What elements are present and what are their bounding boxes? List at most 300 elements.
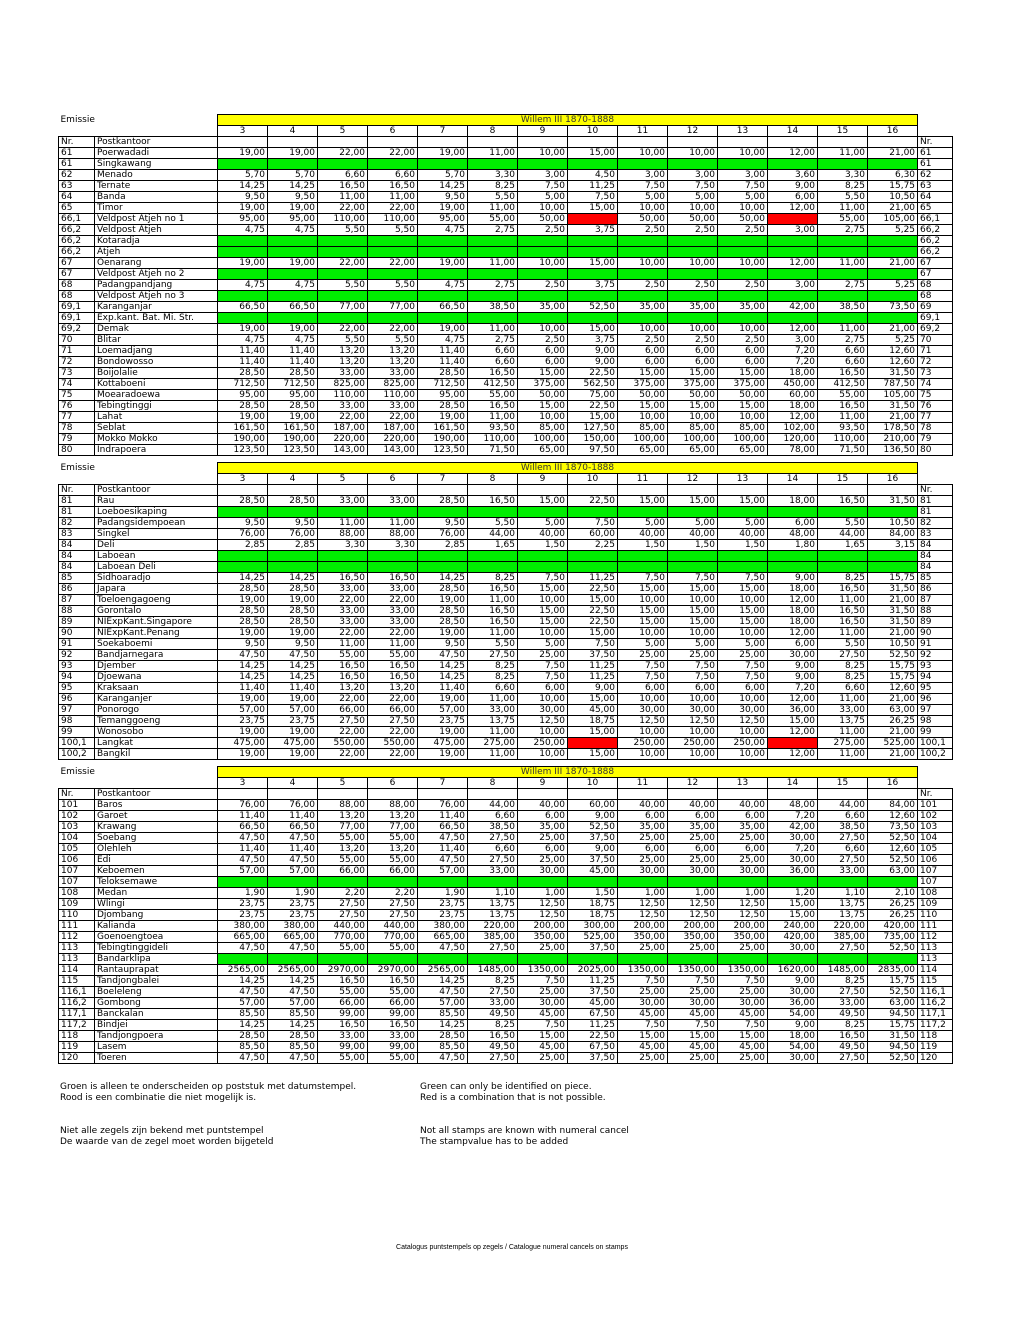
- price-cell: 2,75: [818, 335, 868, 346]
- column-number: 15: [818, 474, 868, 485]
- green-cell: [318, 551, 368, 562]
- price-cell: 47,50: [268, 650, 318, 661]
- price-cell: 110,00: [318, 390, 368, 401]
- post-office-name: Toeren: [95, 1053, 218, 1064]
- price-cell: 12,50: [518, 910, 568, 921]
- table-row: [59, 390, 953, 401]
- empty-cell: [668, 137, 718, 148]
- price-cell: 1,00: [518, 888, 568, 899]
- price-cell: 30,00: [768, 650, 818, 661]
- price-cell: 15,75: [868, 1020, 918, 1031]
- price-cell: 25,00: [618, 833, 668, 844]
- price-cell: 31,50: [868, 617, 918, 628]
- green-cell: [718, 269, 768, 280]
- price-cell: 47,50: [268, 987, 318, 998]
- column-number: 9: [518, 474, 568, 485]
- row-number: 71: [59, 346, 95, 357]
- row-number-right: 81: [918, 507, 953, 518]
- price-cell: 33,00: [318, 401, 368, 412]
- price-table-3: [58, 766, 953, 1064]
- price-cell: 6,30: [868, 170, 918, 181]
- price-cell: 33,00: [318, 617, 368, 628]
- empty-cell: [818, 137, 868, 148]
- price-cell: 40,00: [668, 800, 718, 811]
- price-cell: 67,50: [568, 1009, 618, 1020]
- column-number: 10: [568, 778, 618, 789]
- price-cell: 99,00: [368, 1042, 418, 1053]
- table-row: [59, 302, 953, 313]
- price-cell: 30,00: [718, 866, 768, 877]
- row-number-right: 68: [918, 280, 953, 291]
- row-number: 93: [59, 661, 95, 672]
- table-row: [59, 346, 953, 357]
- price-cell: 450,00: [768, 379, 818, 390]
- row-number: 85: [59, 573, 95, 584]
- price-cell: 57,00: [268, 866, 318, 877]
- price-cell: 45,00: [518, 1009, 568, 1020]
- price-cell: 60,00: [568, 529, 618, 540]
- price-cell: 84,00: [868, 800, 918, 811]
- green-cell: [268, 236, 318, 247]
- price-cell: 6,00: [718, 346, 768, 357]
- row-number-right: 69: [918, 302, 953, 313]
- price-cell: 16,50: [468, 617, 518, 628]
- price-cell: 187,00: [318, 423, 368, 434]
- green-cell: [818, 562, 868, 573]
- price-cell: 105,00: [868, 390, 918, 401]
- row-number-right: 66,2: [918, 225, 953, 236]
- price-cell: 12,50: [618, 910, 668, 921]
- price-cell: 94,50: [868, 1009, 918, 1020]
- price-cell: 22,00: [318, 258, 368, 269]
- price-cell: 13,75: [468, 910, 518, 921]
- post-office-name: Banda: [95, 192, 218, 203]
- table-row: [59, 236, 953, 247]
- price-cell: 12,60: [868, 346, 918, 357]
- price-cell: 5,50: [368, 225, 418, 236]
- row-number: 115: [59, 976, 95, 987]
- row-number-right: 84: [918, 562, 953, 573]
- row-number: 81: [59, 507, 95, 518]
- price-cell: 21,00: [868, 727, 918, 738]
- price-cell: 22,00: [368, 628, 418, 639]
- price-cell: 19,00: [418, 258, 468, 269]
- price-cell: 50,00: [518, 390, 568, 401]
- green-cell: [618, 247, 668, 258]
- price-cell: 6,60: [468, 357, 518, 368]
- green-cell: [768, 247, 818, 258]
- price-cell: 7,50: [518, 181, 568, 192]
- issue-title: Willem III 1870-1888: [218, 767, 918, 778]
- empty-cell: [818, 485, 868, 496]
- price-cell: 22,50: [568, 496, 618, 507]
- price-cell: 15,00: [518, 606, 568, 617]
- price-cell: 88,00: [368, 800, 418, 811]
- price-cell: 19,00: [418, 203, 468, 214]
- row-number-right: 100,2: [918, 749, 953, 760]
- price-cell: 19,00: [418, 595, 468, 606]
- price-cell: 11,40: [418, 357, 468, 368]
- price-cell: 57,00: [418, 998, 468, 1009]
- row-number: 112: [59, 932, 95, 943]
- row-number-right: 87: [918, 595, 953, 606]
- row-number-right: 85: [918, 573, 953, 584]
- price-cell: 7,50: [668, 672, 718, 683]
- price-cell: 15,75: [868, 181, 918, 192]
- price-cell: 49,50: [468, 1009, 518, 1020]
- price-cell: 12,50: [668, 899, 718, 910]
- price-cell: 25,00: [518, 650, 568, 661]
- price-cell: 63,00: [868, 866, 918, 877]
- price-cell: 6,00: [718, 357, 768, 368]
- header-postkantoor: Postkantoor: [95, 137, 218, 148]
- row-number: 107: [59, 866, 95, 877]
- price-cell: 4,75: [268, 335, 318, 346]
- price-cell: 35,00: [618, 822, 668, 833]
- price-cell: 1,50: [668, 540, 718, 551]
- column-number: 12: [668, 474, 718, 485]
- row-number: 69,2: [59, 324, 95, 335]
- post-office-name: Loemadjang: [95, 346, 218, 357]
- table-row: [59, 639, 953, 650]
- green-cell: [868, 507, 918, 518]
- table-row: [59, 573, 953, 584]
- green-cell: [418, 954, 468, 965]
- green-cell: [518, 562, 568, 573]
- price-cell: 40,00: [518, 529, 568, 540]
- price-cell: 15,00: [568, 203, 618, 214]
- column-number: 13: [718, 474, 768, 485]
- row-number-right: 110: [918, 910, 953, 921]
- price-cell: 10,00: [668, 324, 718, 335]
- price-cell: 30,00: [618, 998, 668, 1009]
- price-cell: 52,50: [868, 1053, 918, 1064]
- price-cell: 9,50: [268, 639, 318, 650]
- row-number-right: 107: [918, 866, 953, 877]
- emission-label: Emissie: [60, 115, 95, 125]
- price-cell: 13,20: [368, 844, 418, 855]
- price-cell: 40,00: [718, 800, 768, 811]
- price-cell: 28,50: [268, 496, 318, 507]
- price-cell: 5,50: [368, 280, 418, 291]
- price-cell: 33,00: [468, 705, 518, 716]
- row-number: 64: [59, 192, 95, 203]
- price-cell: 3,30: [468, 170, 518, 181]
- price-cell: 23,75: [268, 910, 318, 921]
- row-number-right: 89: [918, 617, 953, 628]
- price-cell: 10,00: [518, 148, 568, 159]
- green-cell: [268, 247, 318, 258]
- price-cell: 99,00: [318, 1009, 368, 1020]
- price-cell: 40,00: [618, 800, 668, 811]
- price-cell: 7,20: [768, 683, 818, 694]
- post-office-name: Singkel: [95, 529, 218, 540]
- price-cell: 48,00: [768, 529, 818, 540]
- price-cell: 11,00: [818, 203, 868, 214]
- green-cell: [818, 313, 868, 324]
- price-cell: 30,00: [768, 833, 818, 844]
- header-row: [59, 789, 953, 800]
- row-number: 99: [59, 727, 95, 738]
- price-cell: 66,50: [268, 822, 318, 833]
- header-nr: Nr.: [59, 485, 95, 496]
- table-row: [59, 965, 953, 976]
- price-cell: 33,00: [818, 866, 868, 877]
- price-cell: 15,00: [518, 584, 568, 595]
- price-cell: 143,00: [368, 445, 418, 456]
- price-cell: 57,00: [268, 998, 318, 1009]
- empty-cell: [768, 789, 818, 800]
- price-cell: 11,40: [218, 811, 268, 822]
- price-cell: 4,75: [268, 225, 318, 236]
- column-number: 7: [418, 126, 468, 137]
- price-cell: 11,40: [218, 357, 268, 368]
- price-cell: 6,60: [818, 811, 868, 822]
- price-cell: 12,00: [768, 258, 818, 269]
- table-row: [59, 910, 953, 921]
- price-cell: 25,00: [718, 987, 768, 998]
- price-cell: 102,00: [768, 423, 818, 434]
- price-cell: 18,75: [568, 716, 618, 727]
- table-row: [59, 866, 953, 877]
- price-cell: 10,00: [718, 628, 768, 639]
- price-cell: 35,00: [618, 302, 668, 313]
- price-cell: 11,00: [468, 628, 518, 639]
- price-cell: 6,00: [518, 346, 568, 357]
- green-cell: [518, 507, 568, 518]
- price-cell: 8,25: [818, 672, 868, 683]
- price-cell: 5,00: [668, 639, 718, 650]
- price-cell: 25,00: [718, 943, 768, 954]
- post-office-name: Indrapoera: [95, 445, 218, 456]
- price-cell: 85,50: [418, 1042, 468, 1053]
- post-office-name: Padangsidempoean: [95, 518, 218, 529]
- price-cell: 95,00: [218, 390, 268, 401]
- price-cell: 85,00: [668, 423, 718, 434]
- column-number-row: [59, 126, 953, 137]
- price-cell: 6,00: [518, 683, 568, 694]
- row-number-right: 67: [918, 269, 953, 280]
- post-office-name: Laboean Deli: [95, 562, 218, 573]
- table-row: [59, 661, 953, 672]
- price-cell: 50,00: [718, 390, 768, 401]
- price-cell: 23,75: [218, 910, 268, 921]
- green-cell: [318, 236, 368, 247]
- price-cell: 25,00: [618, 650, 668, 661]
- price-cell: 85,50: [218, 1009, 268, 1020]
- price-cell: 15,00: [568, 727, 618, 738]
- table-row: [59, 1009, 953, 1020]
- row-number: 83: [59, 529, 95, 540]
- price-cell: 550,00: [368, 738, 418, 749]
- row-number: 84: [59, 551, 95, 562]
- empty-cell: [668, 485, 718, 496]
- row-number-right: 104: [918, 833, 953, 844]
- price-cell: 15,00: [718, 368, 768, 379]
- price-cell: 85,50: [268, 1042, 318, 1053]
- row-number: 81: [59, 496, 95, 507]
- row-number: 73: [59, 368, 95, 379]
- price-cell: 220,00: [818, 921, 868, 932]
- price-cell: 47,50: [418, 943, 468, 954]
- row-number-right: 64: [918, 192, 953, 203]
- post-office-name: Padangpandjang: [95, 280, 218, 291]
- row-number: 90: [59, 628, 95, 639]
- price-cell: 11,00: [468, 203, 518, 214]
- price-cell: 14,25: [268, 573, 318, 584]
- price-cell: 38,50: [468, 822, 518, 833]
- table-row: [59, 976, 953, 987]
- price-cell: 12,00: [768, 595, 818, 606]
- price-cell: 9,00: [568, 357, 618, 368]
- price-cell: 55,00: [468, 214, 518, 225]
- green-cell: [468, 247, 518, 258]
- price-cell: 19,00: [418, 749, 468, 760]
- price-cell: 30,00: [518, 705, 568, 716]
- green-cell: [568, 507, 618, 518]
- price-cell: 3,00: [768, 335, 818, 346]
- table-row: [59, 170, 953, 181]
- price-cell: 15,00: [618, 496, 668, 507]
- price-cell: 66,00: [318, 705, 368, 716]
- price-cell: 33,00: [368, 368, 418, 379]
- column-number: 12: [668, 126, 718, 137]
- price-cell: 33,00: [318, 496, 368, 507]
- empty-cell: [618, 789, 668, 800]
- price-cell: 14,25: [218, 661, 268, 672]
- price-cell: 2565,00: [418, 965, 468, 976]
- row-number: 110: [59, 910, 95, 921]
- green-cell: [218, 159, 268, 170]
- price-cell: 11,00: [468, 595, 518, 606]
- price-cell: 9,50: [218, 518, 268, 529]
- post-office-name: Goenoengtoea: [95, 932, 218, 943]
- price-cell: 28,50: [218, 368, 268, 379]
- column-number: 10: [568, 474, 618, 485]
- table-row: [59, 954, 953, 965]
- price-cell: 40,00: [618, 529, 668, 540]
- price-cell: 9,00: [568, 844, 618, 855]
- red-cell: [768, 738, 818, 749]
- post-office-name: Timor: [95, 203, 218, 214]
- post-office-name: Gombong: [95, 998, 218, 1009]
- price-cell: 19,00: [268, 258, 318, 269]
- price-cell: 5,00: [668, 518, 718, 529]
- price-cell: 15,00: [668, 1031, 718, 1042]
- green-cell: [268, 507, 318, 518]
- price-cell: 21,00: [868, 412, 918, 423]
- price-cell: 55,00: [318, 650, 368, 661]
- price-cell: 9,50: [418, 518, 468, 529]
- price-cell: 21,00: [868, 694, 918, 705]
- price-cell: 6,00: [618, 357, 668, 368]
- green-cell: [768, 877, 818, 888]
- price-cell: 47,50: [268, 855, 318, 866]
- price-cell: 14,25: [218, 672, 268, 683]
- table-row: [59, 749, 953, 760]
- table-row: [59, 540, 953, 551]
- empty-cell: [868, 485, 918, 496]
- table-row: [59, 518, 953, 529]
- row-number: 100,2: [59, 749, 95, 760]
- green-cell: [468, 551, 518, 562]
- price-cell: 7,50: [618, 181, 668, 192]
- green-cell: [568, 269, 618, 280]
- row-number-right: 92: [918, 650, 953, 661]
- post-office-name: Oenarang: [95, 258, 218, 269]
- price-cell: 3,30: [318, 540, 368, 551]
- price-cell: 7,20: [768, 357, 818, 368]
- price-cell: 47,50: [218, 650, 268, 661]
- header-nr: Nr.: [59, 137, 95, 148]
- price-cell: 10,00: [518, 324, 568, 335]
- price-cell: 19,00: [218, 595, 268, 606]
- price-cell: 161,50: [218, 423, 268, 434]
- price-cell: 1,50: [568, 888, 618, 899]
- price-cell: 27,50: [818, 1053, 868, 1064]
- table-row: [59, 225, 953, 236]
- price-cell: 2,75: [818, 280, 868, 291]
- price-cell: 11,40: [218, 683, 268, 694]
- post-office-name: Bangkil: [95, 749, 218, 760]
- price-cell: 4,75: [218, 225, 268, 236]
- price-cell: 13,75: [468, 716, 518, 727]
- column-number: 9: [518, 126, 568, 137]
- price-cell: 10,50: [868, 639, 918, 650]
- price-cell: 3,75: [568, 335, 618, 346]
- table-row: [59, 716, 953, 727]
- table-row: [59, 987, 953, 998]
- post-office-name: Laboean: [95, 551, 218, 562]
- green-cell: [468, 877, 518, 888]
- price-cell: 28,50: [418, 368, 468, 379]
- green-cell: [718, 159, 768, 170]
- price-cell: 22,50: [568, 606, 618, 617]
- price-cell: 300,00: [568, 921, 618, 932]
- price-cell: 12,50: [618, 716, 668, 727]
- price-cell: 2,20: [368, 888, 418, 899]
- post-office-name: Bandarklipa: [95, 954, 218, 965]
- issue-title: Willem III 1870-1888: [218, 463, 918, 474]
- price-cell: 2,50: [518, 280, 568, 291]
- green-cell: [818, 877, 868, 888]
- price-cell: 55,00: [368, 943, 418, 954]
- price-cell: 11,00: [368, 518, 418, 529]
- green-cell: [668, 551, 718, 562]
- price-cell: 25,00: [668, 833, 718, 844]
- price-cell: 28,50: [418, 584, 468, 595]
- spacer: [918, 126, 953, 137]
- price-cell: 6,60: [818, 844, 868, 855]
- price-cell: 6,00: [768, 639, 818, 650]
- price-cell: 30,00: [768, 943, 818, 954]
- column-number: 11: [618, 474, 668, 485]
- price-cell: 14,25: [268, 181, 318, 192]
- price-cell: 1350,00: [618, 965, 668, 976]
- row-number-right: 80: [918, 445, 953, 456]
- price-cell: 7,50: [518, 672, 568, 683]
- price-cell: 8,25: [818, 573, 868, 584]
- row-number-right: 115: [918, 976, 953, 987]
- post-office-name: Kotaradja: [95, 236, 218, 247]
- price-cell: 12,50: [618, 899, 668, 910]
- price-cell: 25,00: [518, 1053, 568, 1064]
- price-cell: 99,00: [368, 1009, 418, 1020]
- price-cell: 8,25: [468, 1020, 518, 1031]
- table-row: [59, 507, 953, 518]
- price-cell: 12,00: [768, 324, 818, 335]
- green-cell: [818, 159, 868, 170]
